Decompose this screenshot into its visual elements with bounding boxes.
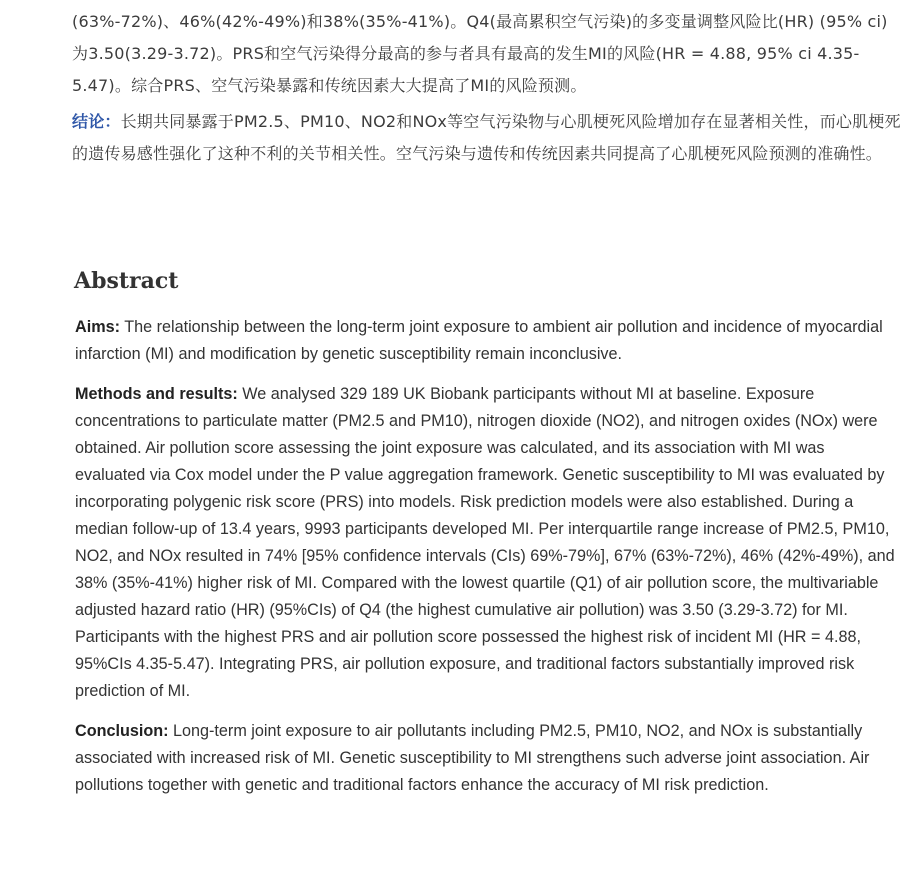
methods-results-text: We analysed 329 189 UK Biobank participants without MI at baseline. Exposure concentrations to particulate matter (PM2.5 and PM10), nitrogen dioxide (NO2), and nitrogen oxides (NOx) were obtained. Air pollution score assessing the joint exposure was calculated, and its association with MI was evaluated via Cox model under the P value aggregation framework. Genetic susceptibility to MI was evaluated by incorporating polygenic risk score (PRS) into models. Risk prediction models were also established. During a median follow-up of 13.4 years, 9993 participants developed MI. Per interquartile range increase of PM2.5, PM10, NO2, and NOx resulted in 74% [95% confidence intervals (CIs) 69%-79%], 67% (63%-72%), 46% (42%-49%), and 38% (35%-41%) higher risk of MI. Compared with the lowest quartile (Q1) of air pollution score, the multivariable adjusted hazard ratio (HR) (95%CIs) of Q4 (the highest cumulative air pollution) was 3.50 (3.29-3.72) for MI. Participants with the highest PRS and air pollution score possessed the highest risk of incident MI (HR = 4.88, 95%CIs 4.35-5.47). Integrating PRS, air pollution exposure, and traditional factors substantially improved risk prediction of MI. [75, 385, 895, 700]
conclusion-text: Long-term joint exposure to air pollutants including PM2.5, PM10, NO2, and NOx is substantially associated with increased risk of MI. Genetic susceptibility to MI strengthens such adverse joint association. Air pollutions together with genetic and traditional factors enhance the accuracy of MI risk prediction. [75, 722, 870, 794]
chinese-abstract [72, 6, 902, 170]
conclusion-paragraph [75, 718, 895, 799]
methods-results-label: Methods and results: [75, 385, 238, 403]
chinese-conclusion-label: 结论： [72, 112, 121, 131]
aims-text: The relationship between the long-term joint exposure to ambient air pollution and incidence of myocardial infarction (MI) and modification by genetic susceptibility remain inconclusive. [75, 318, 883, 363]
conclusion-label: Conclusion: [75, 722, 169, 740]
chinese-conclusion-text: 长期共同暴露于PM2.5、PM10、NO2和NOx等空气污染物与心肌梗死风险增加存在显著相关性，而心肌梗死的遗传易感性强化了这种不利的关节相关性。空气污染与遗传和传统因素共同提高了心肌梗死风险预测的准确性。 [72, 112, 901, 163]
chinese-results-paragraph: (63%-72%)、46%(42%-49%)和38%(35%-41%)。Q4(最高累积空气污染)的多变量调整风险比(HR) (95% ci)为3.50(3.29-3.72)。PRS和空气污染得分最高的参与者具有最高的发生MI的风险(HR = 4.88, 95% ci 4.35-5.47)。综合PRS、空气污染暴露和传统因素大大提高了MI的风险预测。 [72, 12, 888, 95]
english-abstract [75, 314, 895, 812]
aims-paragraph [75, 314, 895, 368]
chinese-conclusion-paragraph [72, 106, 902, 170]
abstract-heading: Abstract [74, 268, 179, 294]
methods-results-paragraph [75, 381, 895, 705]
aims-label: Aims: [75, 318, 120, 336]
